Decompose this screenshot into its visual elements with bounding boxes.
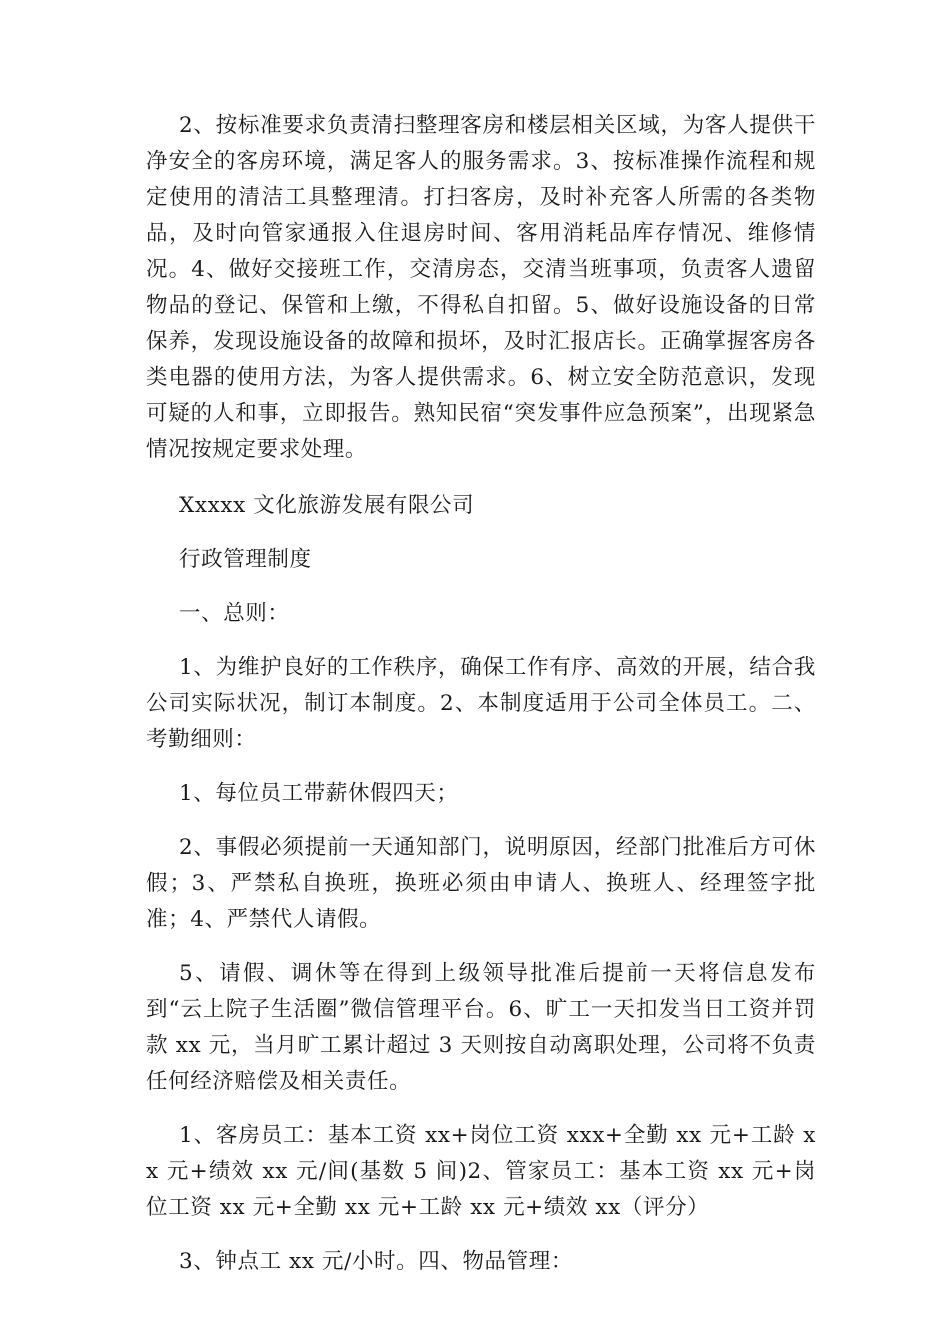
paragraph-absence-rules: 5、请假、调休等在得到上级领导批准后提前一天将信息发布到“云上院子生活圈”微信管理平台。6、旷工一天扣发当日工资并罚款 xx 元，当月旷工累计超过 3 天则按自动离职处理，公司将不负责任何经济赔偿及相关责任。 xyxy=(146,961,816,1094)
paragraph-paid-leave: 1、每位员工带薪休假四天； xyxy=(179,781,459,806)
paragraph-housekeeping-duties: 2、按标准要求负责清扫整理客房和楼层相关区域，为客人提供干净安全的客房环境，满足客人的服务需求。3、按标准操作流程和规定使用的清洁工具整理清。打扫客房，及时补充客人所需的各类物品，及时向管家通报入住退房时间、客用消耗品库存情况、维修情况。4、做好交接班工作，交清房态，交清当班事项，负责客人遗留物品的登记、保管和上缴，不得私自扣留。5、做好设施设备的日常保养，发现设施设备的故障和损坏，及时汇报店长。正确掌握客房各类电器的使用方法，为客人提供需求。6、树立安全防范意识，发现可疑的人和事，立即报告。熟知民宿“突发事件应急预案”，出现紧急情况按规定要求处理。 xyxy=(146,113,816,462)
paragraph-leave-rules: 2、事假必须提前一天通知部门，说明原因，经部门批准后方可休假；3、严禁私自换班，换班必须由申请人、换班人、经理签字批准；4、严禁代人请假。 xyxy=(146,835,816,932)
company-name: Xxxxx 文化旅游发展有限公司 xyxy=(179,493,475,518)
paragraph-hourly-worker: 3、钟点工 xx 元/小时。四、物品管理： xyxy=(179,1249,573,1274)
section-general: 一、总则： xyxy=(179,601,290,626)
paragraph-general-rules: 1、为维护良好的工作秩序，确保工作有序、高效的开展，结合我公司实际状况，制订本制度。2、本制度适用于公司全体员工。二、考勤细则： xyxy=(146,655,816,752)
paragraph-salary: 1、客房员工：基本工资 xx+岗位工资 xxx+全勤 xx 元+工龄 xx 元+绩效 xx 元/间(基数 5 间)2、管家员工：基本工资 xx 元+岗位工资 xx 元+全勤 xx 元+工龄 xx 元+绩效 xx（评分） xyxy=(146,1123,816,1220)
document-body xyxy=(146,108,816,1280)
section-title-admin: 行政管理制度 xyxy=(179,547,312,572)
